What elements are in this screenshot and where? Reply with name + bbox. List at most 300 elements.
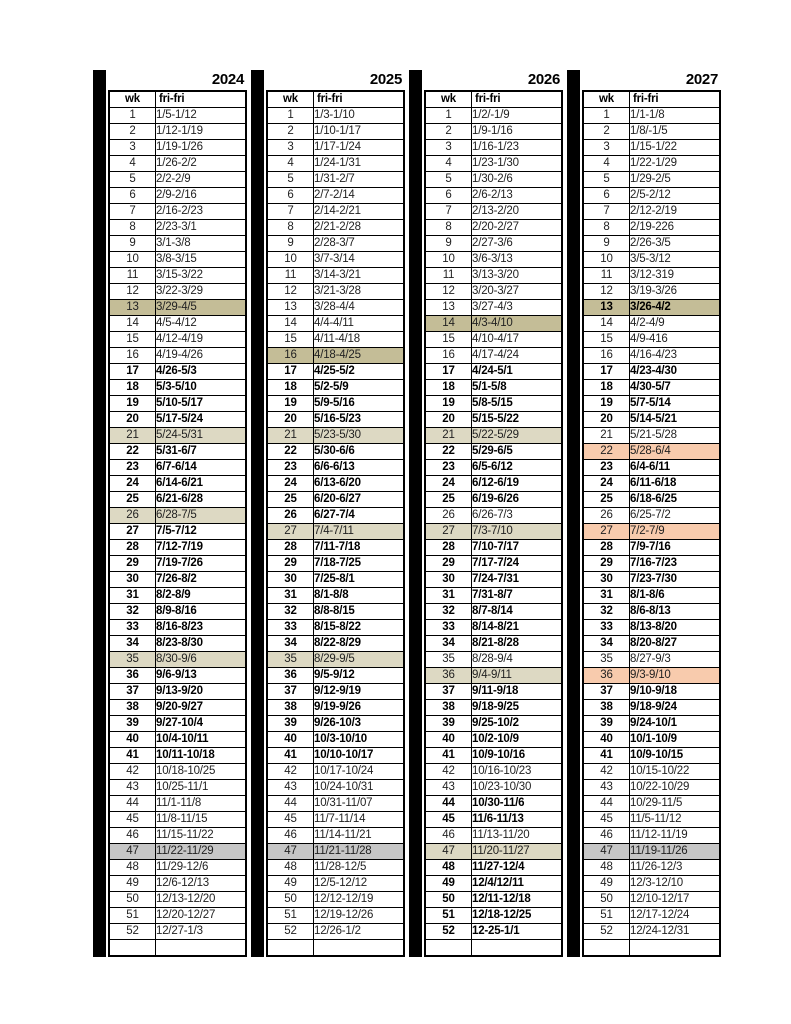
- week-date-range: 3/26-4/2: [630, 300, 721, 316]
- week-row: [109, 764, 246, 780]
- week-row: [109, 380, 246, 396]
- week-row: [267, 220, 404, 236]
- week-row: [583, 348, 720, 364]
- week-number: 6: [425, 188, 472, 204]
- week-number: 2: [109, 124, 156, 140]
- week-number: 16: [109, 348, 156, 364]
- week-number: 41: [267, 748, 314, 764]
- week-date-range: 12/24-12/31: [630, 924, 721, 940]
- week-date-range: 12/19-12/26: [314, 908, 405, 924]
- week-row: [425, 220, 562, 236]
- week-row: [425, 348, 562, 364]
- week-number: 7: [267, 204, 314, 220]
- week-date-range: 12/18-12/25: [472, 908, 563, 924]
- week-number: 27: [583, 524, 630, 540]
- week-date-range: 8/28-9/4: [472, 652, 563, 668]
- week-number: 20: [267, 412, 314, 428]
- week-row: [583, 892, 720, 908]
- week-number: 19: [583, 396, 630, 412]
- week-number: 49: [109, 876, 156, 892]
- week-number: 27: [425, 524, 472, 540]
- week-row: [583, 284, 720, 300]
- week-date-range: 5/22-5/29: [472, 428, 563, 444]
- week-date-range: 12/11-12/18: [472, 892, 563, 908]
- week-date-range: 9/19-9/26: [314, 700, 405, 716]
- week-number: 36: [583, 668, 630, 684]
- week-date-range: 8/16-8/23: [156, 620, 247, 636]
- week-number: 42: [583, 764, 630, 780]
- week-date-range: 11/21-11/28: [314, 844, 405, 860]
- week-number: 11: [267, 268, 314, 284]
- week-date-range: 8/20-8/27: [630, 636, 721, 652]
- week-number: 22: [267, 444, 314, 460]
- week-row: [267, 684, 404, 700]
- week-date-range: 9/27-10/4: [156, 716, 247, 732]
- week-row: [425, 108, 562, 124]
- week-date-range: 12/5-12/12: [314, 876, 405, 892]
- week-date-range: 9/20-9/27: [156, 700, 247, 716]
- week-number: 40: [267, 732, 314, 748]
- week-number: 12: [109, 284, 156, 300]
- week-number: 10: [583, 252, 630, 268]
- week-date-range: 9/4-9/11: [472, 668, 563, 684]
- four-year-week-calendar: [93, 70, 725, 957]
- week-number: 39: [583, 716, 630, 732]
- week-date-range: 11/19-11/26: [630, 844, 721, 860]
- week-date-range: 9/10-9/18: [630, 684, 721, 700]
- week-row: [109, 556, 246, 572]
- week-date-range: 2/27-3/6: [472, 236, 563, 252]
- week-row: [425, 604, 562, 620]
- week-row: [109, 716, 246, 732]
- week-date-range: 9/18-9/25: [472, 700, 563, 716]
- week-row: [583, 124, 720, 140]
- week-date-range: 10/10-10/17: [314, 748, 405, 764]
- week-date-range: 11/5-11/12: [630, 812, 721, 828]
- week-row: [267, 316, 404, 332]
- week-row: [425, 204, 562, 220]
- week-date-range: 3/5-3/12: [630, 252, 721, 268]
- week-row: [267, 764, 404, 780]
- week-number: 10: [109, 252, 156, 268]
- week-row: [425, 876, 562, 892]
- week-row: [425, 620, 562, 636]
- week-number: 12: [425, 284, 472, 300]
- week-row: [109, 140, 246, 156]
- week-row: [583, 220, 720, 236]
- week-date-range: 1/30-2/6: [472, 172, 563, 188]
- week-date-range: 1/10-1/17: [314, 124, 405, 140]
- week-date-range: 7/5-7/12: [156, 524, 247, 540]
- week-row: [267, 108, 404, 124]
- week-date-range: 3/15-3/22: [156, 268, 247, 284]
- week-number: 15: [267, 332, 314, 348]
- week-number: 42: [425, 764, 472, 780]
- week-row: [425, 556, 562, 572]
- week-date-range: 4/2-4/9: [630, 316, 721, 332]
- week-row: [267, 556, 404, 572]
- week-date-range: 10/1-10/9: [630, 732, 721, 748]
- week-row: [109, 844, 246, 860]
- wk-column-header: wk: [583, 91, 630, 108]
- fri-fri-column-header: fri-fri: [314, 91, 405, 108]
- week-number: 16: [583, 348, 630, 364]
- week-date-range: 5/28-6/4: [630, 444, 721, 460]
- week-date-range: 6/21-6/28: [156, 492, 247, 508]
- week-date-range: 5/9-5/16: [314, 396, 405, 412]
- year-label: 2026: [527, 71, 560, 88]
- week-date-range: 4/12-4/19: [156, 332, 247, 348]
- week-row: [583, 620, 720, 636]
- week-number: 27: [109, 524, 156, 540]
- week-date-range: 2/23-3/1: [156, 220, 247, 236]
- week-date-range: 8/27-9/3: [630, 652, 721, 668]
- week-number: 8: [267, 220, 314, 236]
- week-number: 16: [425, 348, 472, 364]
- week-number: 46: [109, 828, 156, 844]
- week-date-range: 1/2/-1/9: [472, 108, 563, 124]
- week-date-range: 5/29-6/5: [472, 444, 563, 460]
- week-number: 5: [267, 172, 314, 188]
- week-row: [583, 252, 720, 268]
- week-number: 14: [267, 316, 314, 332]
- week-number: 34: [109, 636, 156, 652]
- week-row: [583, 780, 720, 796]
- week-date-range: 4/4-4/11: [314, 316, 405, 332]
- week-row: [267, 444, 404, 460]
- week-row: [109, 124, 246, 140]
- week-row: [583, 412, 720, 428]
- week-number: 38: [267, 700, 314, 716]
- week-row: [267, 268, 404, 284]
- week-number: 35: [583, 652, 630, 668]
- empty-cell: [267, 940, 314, 957]
- week-date-range: 10/24-10/31: [314, 780, 405, 796]
- wk-column-header: wk: [109, 91, 156, 108]
- week-row: [109, 220, 246, 236]
- week-row: [109, 444, 246, 460]
- week-date-range: 6/18-6/25: [630, 492, 721, 508]
- week-row: [425, 844, 562, 860]
- week-number: 50: [109, 892, 156, 908]
- week-number: 10: [267, 252, 314, 268]
- week-date-range: 8/1-8/6: [630, 588, 721, 604]
- week-row: [267, 828, 404, 844]
- week-date-range: 3/19-3/26: [630, 284, 721, 300]
- week-row: [425, 476, 562, 492]
- week-number: 42: [267, 764, 314, 780]
- week-date-range: 1/29-2/5: [630, 172, 721, 188]
- week-row: [583, 924, 720, 940]
- header-row: [109, 91, 246, 108]
- week-date-range: 12/26-1/2: [314, 924, 405, 940]
- week-number: 9: [267, 236, 314, 252]
- week-number: 40: [425, 732, 472, 748]
- week-date-range: 2/14-2/21: [314, 204, 405, 220]
- week-number: 46: [425, 828, 472, 844]
- week-number: 43: [583, 780, 630, 796]
- week-number: 17: [267, 364, 314, 380]
- week-date-range: 8/8-8/15: [314, 604, 405, 620]
- week-row: [425, 492, 562, 508]
- week-number: 7: [425, 204, 472, 220]
- week-number: 19: [267, 396, 314, 412]
- year-separator-bar: [409, 70, 422, 957]
- week-row: [267, 524, 404, 540]
- week-row: [267, 492, 404, 508]
- week-date-range: 4/30-5/7: [630, 380, 721, 396]
- header-row: [425, 91, 562, 108]
- week-number: 15: [425, 332, 472, 348]
- week-row: [425, 332, 562, 348]
- week-date-range: 4/10-4/17: [472, 332, 563, 348]
- week-number: 44: [109, 796, 156, 812]
- week-row: [267, 636, 404, 652]
- week-row: [109, 572, 246, 588]
- week-number: 51: [109, 908, 156, 924]
- week-number: 28: [425, 540, 472, 556]
- week-row: [267, 476, 404, 492]
- week-row: [583, 860, 720, 876]
- week-table: [266, 90, 405, 957]
- week-date-range: 11/7-11/14: [314, 812, 405, 828]
- week-date-range: 2/16-2/23: [156, 204, 247, 220]
- week-number: 11: [109, 268, 156, 284]
- week-date-range: 5/7-5/14: [630, 396, 721, 412]
- week-number: 24: [267, 476, 314, 492]
- week-number: 45: [583, 812, 630, 828]
- week-date-range: 3/6-3/13: [472, 252, 563, 268]
- week-number: 40: [109, 732, 156, 748]
- empty-cell: [630, 940, 721, 957]
- week-row: [583, 684, 720, 700]
- week-date-range: 7/23-7/30: [630, 572, 721, 588]
- week-row: [267, 172, 404, 188]
- week-number: 52: [583, 924, 630, 940]
- week-number: 38: [109, 700, 156, 716]
- week-date-range: 3/14-3/21: [314, 268, 405, 284]
- week-row: [109, 828, 246, 844]
- week-date-range: 11/1-11/8: [156, 796, 247, 812]
- week-row: [583, 460, 720, 476]
- week-row: [267, 812, 404, 828]
- week-date-range: 2/13-2/20: [472, 204, 563, 220]
- week-row: [583, 140, 720, 156]
- week-row: [109, 204, 246, 220]
- week-date-range: 4/26-5/3: [156, 364, 247, 380]
- week-date-range: 2/6-2/13: [472, 188, 563, 204]
- week-date-range: 10/29-11/5: [630, 796, 721, 812]
- week-row: [583, 588, 720, 604]
- week-date-range: 10/31-11/07: [314, 796, 405, 812]
- week-number: 20: [425, 412, 472, 428]
- week-row: [267, 588, 404, 604]
- week-date-range: 1/26-2/2: [156, 156, 247, 172]
- week-row: [583, 300, 720, 316]
- week-number: 43: [109, 780, 156, 796]
- week-date-range: 10/16-10/23: [472, 764, 563, 780]
- week-number: 49: [267, 876, 314, 892]
- week-date-range: 1/9-1/16: [472, 124, 563, 140]
- week-date-range: 4/9-416: [630, 332, 721, 348]
- week-number: 19: [109, 396, 156, 412]
- week-date-range: 1/17-1/24: [314, 140, 405, 156]
- week-date-range: 2/26-3/5: [630, 236, 721, 252]
- week-row: [267, 236, 404, 252]
- week-number: 8: [109, 220, 156, 236]
- week-row: [267, 428, 404, 444]
- week-date-range: 2/28-3/7: [314, 236, 405, 252]
- week-date-range: 11/13-11/20: [472, 828, 563, 844]
- week-row: [267, 716, 404, 732]
- week-date-range: 9/11-9/18: [472, 684, 563, 700]
- week-date-range: 1/8/-1/5: [630, 124, 721, 140]
- week-date-range: 12/6-12/13: [156, 876, 247, 892]
- week-row: [109, 268, 246, 284]
- week-date-range: 8/21-8/28: [472, 636, 563, 652]
- week-date-range: 4/3-4/10: [472, 316, 563, 332]
- empty-row: [583, 940, 720, 957]
- week-number: 44: [583, 796, 630, 812]
- week-row: [109, 812, 246, 828]
- week-row: [583, 364, 720, 380]
- week-row: [267, 156, 404, 172]
- week-number: 33: [267, 620, 314, 636]
- week-row: [267, 908, 404, 924]
- week-date-range: 3/29-4/5: [156, 300, 247, 316]
- week-row: [583, 444, 720, 460]
- week-number: 5: [109, 172, 156, 188]
- week-number: 1: [109, 108, 156, 124]
- week-date-range: 10/15-10/22: [630, 764, 721, 780]
- week-row: [109, 700, 246, 716]
- week-row: [109, 540, 246, 556]
- week-row: [583, 844, 720, 860]
- week-number: 31: [109, 588, 156, 604]
- week-number: 48: [267, 860, 314, 876]
- week-number: 21: [583, 428, 630, 444]
- week-number: 23: [425, 460, 472, 476]
- empty-cell: [425, 940, 472, 957]
- week-date-range: 2/9-2/16: [156, 188, 247, 204]
- week-row: [425, 268, 562, 284]
- week-number: 36: [425, 668, 472, 684]
- week-date-range: 12/12-12/19: [314, 892, 405, 908]
- week-row: [267, 540, 404, 556]
- week-date-range: 6/25-7/2: [630, 508, 721, 524]
- week-date-range: 12/27-1/3: [156, 924, 247, 940]
- week-number: 16: [267, 348, 314, 364]
- week-row: [109, 348, 246, 364]
- week-row: [425, 540, 562, 556]
- week-date-range: 5/14-5/21: [630, 412, 721, 428]
- week-row: [267, 652, 404, 668]
- year-group: [93, 70, 247, 957]
- week-number: 30: [425, 572, 472, 588]
- week-number: 3: [109, 140, 156, 156]
- week-number: 45: [109, 812, 156, 828]
- week-row: [425, 652, 562, 668]
- week-row: [267, 668, 404, 684]
- week-row: [109, 364, 246, 380]
- week-number: 23: [267, 460, 314, 476]
- week-row: [109, 892, 246, 908]
- fri-fri-column-header: fri-fri: [156, 91, 247, 108]
- week-row: [109, 604, 246, 620]
- week-number: 6: [267, 188, 314, 204]
- week-date-range: 4/17-4/24: [472, 348, 563, 364]
- week-date-range: 9/24-10/1: [630, 716, 721, 732]
- week-row: [267, 700, 404, 716]
- week-row: [267, 412, 404, 428]
- week-date-range: 5/15-5/22: [472, 412, 563, 428]
- week-row: [267, 572, 404, 588]
- week-number: 4: [109, 156, 156, 172]
- week-number: 28: [583, 540, 630, 556]
- week-date-range: 9/13-9/20: [156, 684, 247, 700]
- week-row: [425, 140, 562, 156]
- week-row: [583, 812, 720, 828]
- week-number: 17: [583, 364, 630, 380]
- week-number: 38: [583, 700, 630, 716]
- empty-cell: [472, 940, 563, 957]
- week-row: [109, 412, 246, 428]
- week-number: 21: [109, 428, 156, 444]
- week-number: 27: [267, 524, 314, 540]
- week-number: 9: [109, 236, 156, 252]
- week-number: 18: [425, 380, 472, 396]
- week-row: [583, 332, 720, 348]
- week-row: [109, 108, 246, 124]
- week-date-range: 7/31-8/7: [472, 588, 563, 604]
- week-date-range: 9/26-10/3: [314, 716, 405, 732]
- week-row: [109, 924, 246, 940]
- week-row: [425, 732, 562, 748]
- week-number: 45: [267, 812, 314, 828]
- week-row: [425, 172, 562, 188]
- week-number: 39: [425, 716, 472, 732]
- week-date-range: 4/11-4/18: [314, 332, 405, 348]
- week-number: 42: [109, 764, 156, 780]
- week-date-range: 4/18-4/25: [314, 348, 405, 364]
- week-number: 26: [109, 508, 156, 524]
- week-row: [425, 748, 562, 764]
- week-row: [109, 524, 246, 540]
- week-row: [583, 204, 720, 220]
- week-date-range: 6/28-7/5: [156, 508, 247, 524]
- week-number: 4: [583, 156, 630, 172]
- week-row: [109, 476, 246, 492]
- week-row: [267, 508, 404, 524]
- week-date-range: 8/13-8/20: [630, 620, 721, 636]
- week-row: [109, 428, 246, 444]
- week-date-range: 8/15-8/22: [314, 620, 405, 636]
- week-row: [425, 636, 562, 652]
- week-date-range: 1/1-1/8: [630, 108, 721, 124]
- week-number: 24: [583, 476, 630, 492]
- week-row: [425, 252, 562, 268]
- week-date-range: 6/27-7/4: [314, 508, 405, 524]
- week-number: 29: [109, 556, 156, 572]
- week-number: 44: [267, 796, 314, 812]
- week-date-range: 5/8-5/15: [472, 396, 563, 412]
- week-date-range: 7/16-7/23: [630, 556, 721, 572]
- week-date-range: 10/4-10/11: [156, 732, 247, 748]
- week-row: [425, 908, 562, 924]
- week-number: 13: [583, 300, 630, 316]
- week-date-range: 8/1-8/8: [314, 588, 405, 604]
- week-number: 34: [267, 636, 314, 652]
